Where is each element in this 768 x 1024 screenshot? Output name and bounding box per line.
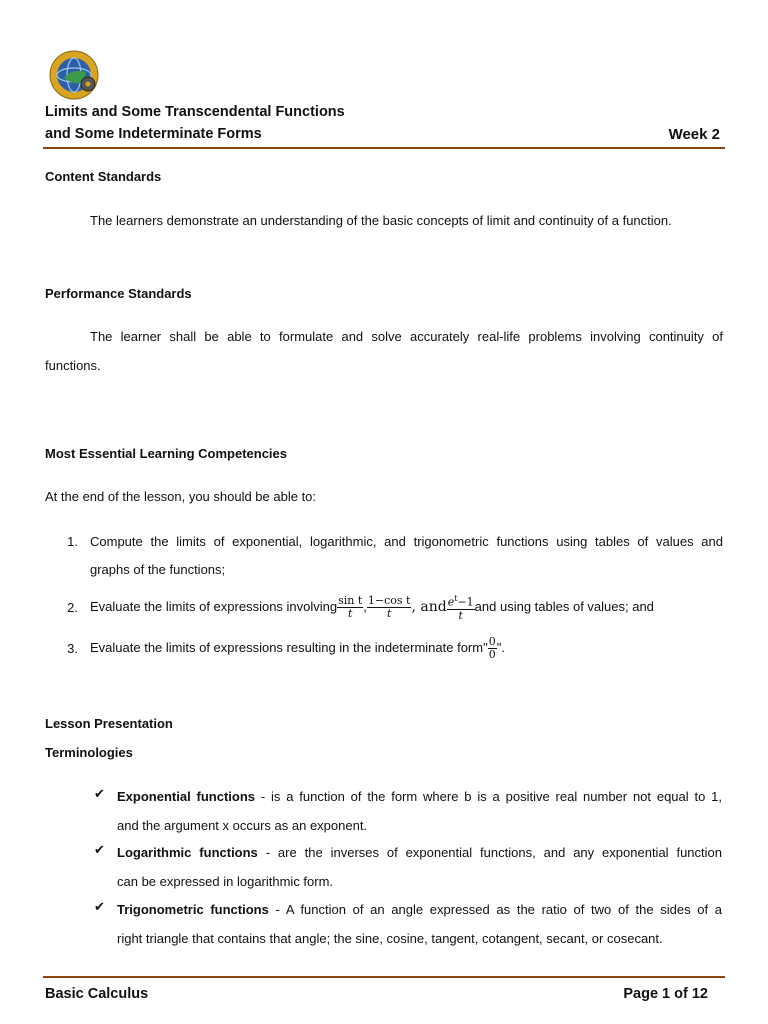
checkmark-icon: ✔ xyxy=(94,843,105,858)
fraction-denominator: t xyxy=(458,608,463,622)
term-definition: - A function of an angle expressed as the ratio of two of the sides of a xyxy=(268,902,722,917)
fraction-numerator: 0 xyxy=(488,635,496,649)
term-logarithmic-line2: can be expressed in logarithmic form. xyxy=(117,874,334,889)
term-definition: - is a function of the form where b is a positive real number not equal to 1, xyxy=(255,789,722,804)
document-title-line2: and Some Indeterminate Forms xyxy=(45,126,262,142)
list-item-number: 3. xyxy=(67,641,78,656)
term-label: Logarithmic functions xyxy=(117,845,258,860)
list-item-number: 1. xyxy=(67,534,78,549)
term-logarithmic-line1 xyxy=(117,845,722,860)
term-trigonometric-line2: right triangle that contains that angle; the sine, cosine, tangent, cotangent, secant, or cosecant. xyxy=(117,931,663,946)
fraction-sin-t-over-t xyxy=(337,595,363,620)
separator-and: , and xyxy=(411,599,447,615)
melc-intro: At the end of the lesson, you should be able to: xyxy=(45,489,317,504)
list-item-number: 2. xyxy=(67,600,78,615)
term-definition: - are the inverses of exponential functions, and any exponential function xyxy=(257,845,722,860)
exp-power: t xyxy=(454,594,458,604)
lesson-presentation-heading: Lesson Presentation xyxy=(45,716,173,731)
exp-base: e xyxy=(447,595,455,609)
competency-1-line2: graphs of the functions; xyxy=(90,562,226,577)
document-title-line1: Limits and Some Transcendental Functions xyxy=(45,104,345,120)
page-number: Page 1 of 12 xyxy=(623,986,708,1002)
competency-3-pre: Evaluate the limits of expressions resulting in the indeterminate form" xyxy=(90,640,488,655)
term-label: Exponential functions xyxy=(117,789,256,804)
performance-standards-text-line1: The learner shall be able to formulate and solve accurately real-life problems involving continuity of xyxy=(90,329,723,344)
content-standards-text: The learners demonstrate an understanding of the basic concepts of limit and continuity of a function. xyxy=(90,213,672,228)
exp-rest: −1 xyxy=(457,595,474,609)
fraction-denominator: 0 xyxy=(488,648,496,662)
week-label: Week 2 xyxy=(668,126,720,143)
fraction-numerator xyxy=(447,593,475,610)
competency-2 xyxy=(90,589,654,625)
term-label: Trigonometric functions xyxy=(117,902,269,917)
performance-standards-heading: Performance Standards xyxy=(45,286,192,301)
fraction-denominator: t xyxy=(348,607,353,621)
content-standards-heading: Content Standards xyxy=(45,169,162,184)
fraction-denominator: t xyxy=(386,607,392,621)
footer-subject: Basic Calculus xyxy=(45,986,149,1002)
term-exponential-line2: and the argument x occurs as an exponent. xyxy=(117,818,368,833)
competency-3-post: ". xyxy=(496,640,505,655)
fraction-numerator: sin t xyxy=(338,594,363,608)
fraction-zero-over-zero xyxy=(488,636,497,661)
fraction-e-t-minus-one-over-t xyxy=(447,593,475,622)
competency-3 xyxy=(90,631,505,665)
school-logo-icon xyxy=(46,50,102,100)
fraction-one-minus-cos-t-over-t xyxy=(367,595,412,620)
fraction-numerator: 1−cos t xyxy=(367,594,411,608)
competency-2-pre: Evaluate the limits of expressions involving xyxy=(90,599,338,614)
separator-comma: , xyxy=(363,599,367,614)
term-trigonometric-line1 xyxy=(117,902,722,917)
terminologies-heading: Terminologies xyxy=(45,745,133,760)
competency-2-post: and using tables of values; and xyxy=(474,599,654,614)
melc-heading: Most Essential Learning Competencies xyxy=(45,446,288,461)
checkmark-icon: ✔ xyxy=(94,900,105,915)
footer-rule xyxy=(43,976,725,978)
checkmark-icon: ✔ xyxy=(94,787,105,802)
competency-1-line1: Compute the limits of exponential, logarithmic, and trigonometric functions using tables of values and xyxy=(90,534,723,549)
performance-standards-text-line2: functions. xyxy=(45,358,101,373)
header-rule xyxy=(43,147,725,149)
term-exponential-line1 xyxy=(117,789,722,804)
